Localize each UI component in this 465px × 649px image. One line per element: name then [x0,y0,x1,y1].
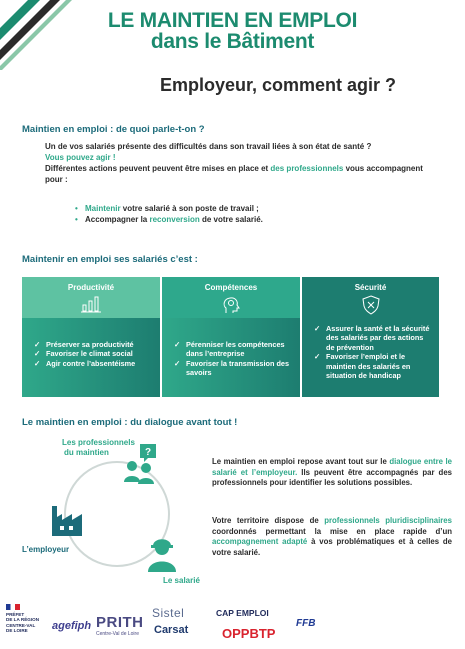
cap-emploi-logo: CAP EMPLOI [216,608,269,618]
head-gears-icon [221,295,241,315]
list-item: ✓ Favoriser le climat social [34,349,152,358]
section3-heading: Le maintien en emploi : du dialogue avant tout ! [22,417,238,428]
sistel-logo: Sistel [152,606,185,620]
benefits-columns [22,277,439,397]
column-body [22,318,160,397]
ffb-logo: FFB [296,618,316,629]
list-item: ✓ Préserver sa productivité [34,340,152,349]
page-title: LE MAINTIEN EN EMPLOI dans le Bâtiment [107,9,358,53]
column-competences [162,277,300,397]
page-subtitle: Employeur, comment agir ? [160,75,397,95]
list-item: ✓ Favoriser l’emploi et le maintien des salariés en situation de handicap [314,352,431,380]
flag-icon [6,604,20,610]
list-item: ✓ Agir contre l’absentéisme [34,359,152,368]
factory-icon [52,506,82,536]
territory-paragraph: Votre territoire dispose de professionnels pluridisciplinaires coordonnés permettant la mise en place rapide d’un accompagnement adapté à vos problématiques et à celles de votre salarié. [212,516,452,557]
list-item: • Accompagner la reconversion de votre salarié. [75,214,263,225]
label-employee: Le salarié [163,576,200,585]
worker-icon [148,539,176,572]
list-item: ✓ Assurer la santé et la sécurité des salariés par des actions de prévention [314,324,431,352]
section1-paragraph: Un de vos salariés présente des difficultés dans son travail liées à son état de santé ? Vous pouvez agir ! Différentes actions peuvent peuvent être mises en place et des professionnels vous accompagnent pour : [45,142,423,184]
dialogue-paragraph: Le maintien en emploi repose avant tout sur le dialogue entre le salarié et l’employeur. Ils peuvent être accompagnés par des professionnels pour identifier les solutions possibles. [212,457,452,487]
prith-logo: PRITH Centre-Val de Loire [96,614,144,637]
list-item: ✓ Favoriser la transmission des savoirs [174,359,292,378]
list-item: • Maintenir votre salarié à son poste de travail ; [75,203,263,214]
partner-logos [0,598,465,649]
column-header: Compétences [162,277,300,318]
carsat-logo: Carsat [154,624,189,636]
column-header: Sécurité [302,277,439,318]
shield-icon [362,295,380,315]
label-professionals: Les professionnels du maintien [62,438,135,457]
column-body [162,318,300,397]
label-employer: L’employeur [22,545,70,554]
column-productivite [22,277,160,397]
agefiph-logo: agefiph [52,620,92,632]
prefet-logo: PRÉFET DE LA RÉGION CENTRE-VAL DE LOIRE [6,604,39,634]
svg-text:?: ? [144,447,152,458]
list-item: ✓ Pérenniser les compétences dans l’entreprise [174,340,292,359]
oppbtp-logo: OPPBTP [222,626,276,641]
column-securite [302,277,439,397]
section1-heading: Maintien en emploi : de quoi parle-t-on ? [22,124,205,135]
section2-heading: Maintenir en emploi ses salariés c’est : [22,254,198,265]
section1-bullets [75,203,263,225]
column-body [302,318,439,397]
chart-icon [81,295,101,313]
column-header: Productivité [22,277,160,318]
